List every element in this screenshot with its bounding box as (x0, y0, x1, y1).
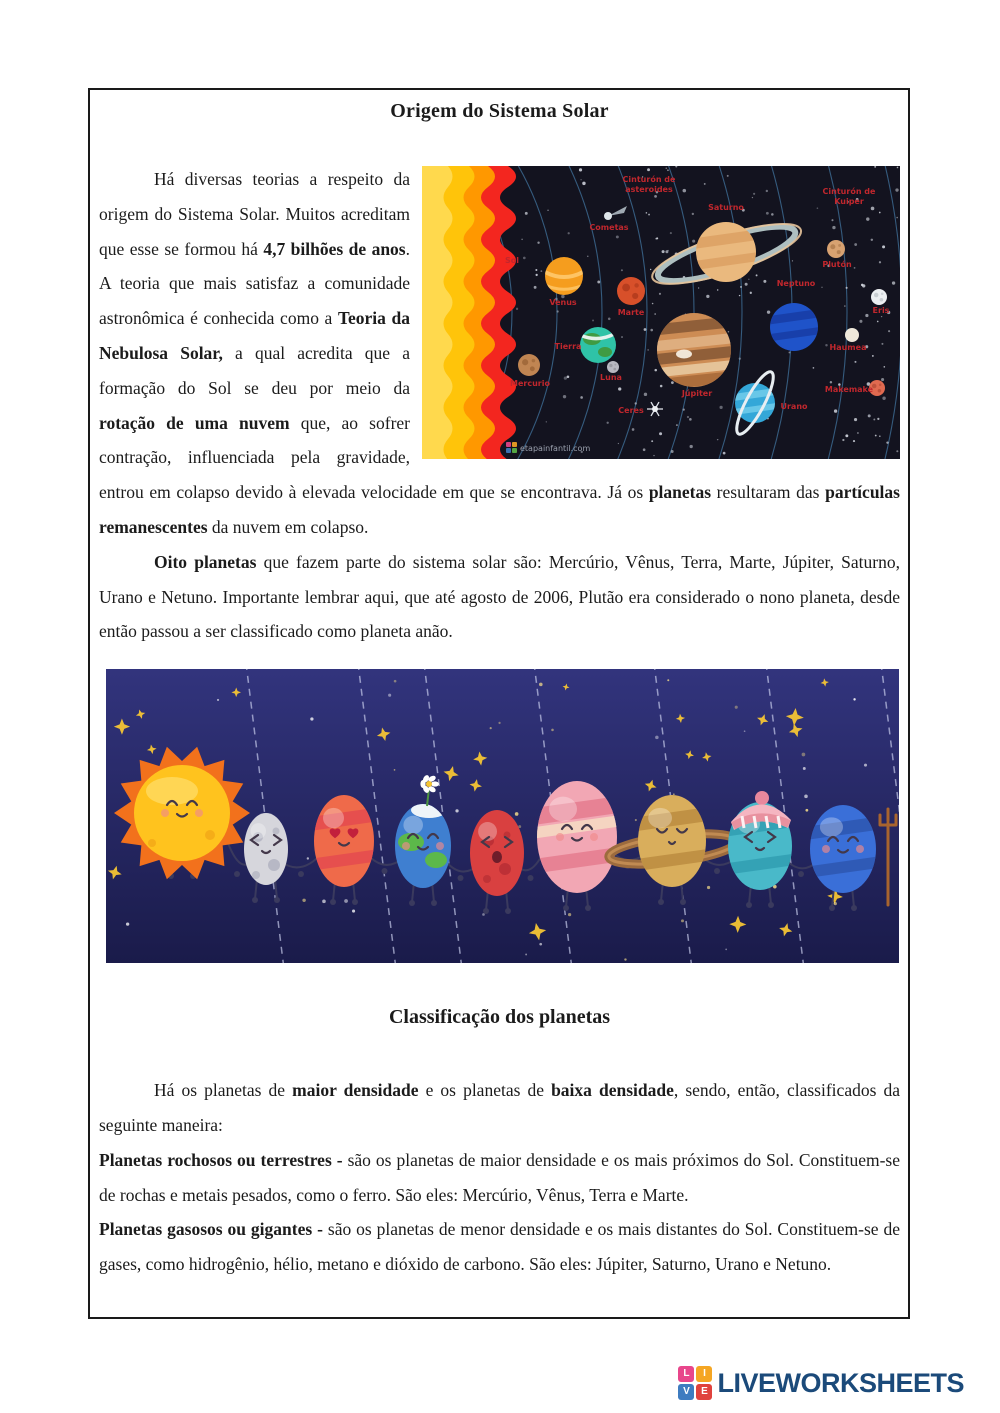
solar-system-illustration (422, 166, 900, 459)
svg-text:Cinturón de: Cinturón de (622, 175, 676, 184)
svg-text:Neptuno: Neptuno (776, 279, 816, 288)
list-item-gas-text: Planetas gasosos ou gigantes - são os planetas de menor densidade e os mais distantes do Sol. Constituem-se de gases, como hidrogênio, hélio, metano e dióxido de carbono. São eles: Júpiter, Saturno, Urano e Netuno. (99, 1219, 900, 1275)
svg-text:Kuiper: Kuiper (834, 197, 864, 206)
liveworksheets-logo[interactable] (678, 1366, 964, 1400)
svg-text:Urano: Urano (780, 402, 808, 411)
document-frame (88, 88, 910, 1319)
svg-text:Marte: Marte (617, 308, 645, 317)
svg-text:Plutón: Plutón (822, 260, 852, 269)
svg-text:Tierra: Tierra (554, 342, 582, 351)
section-heading-classification: Classificação dos planetas (388, 1006, 611, 1029)
paragraph-origin (99, 162, 900, 545)
svg-text:asteroides: asteroides (625, 185, 673, 194)
svg-text:Saturno: Saturno (708, 203, 744, 212)
paragraph-density (99, 1073, 900, 1143)
paragraph-density-text: Há os planetas de maior densidade e os planetas de baixa densidade, sendo, então, classificados da seguinte maneira: (99, 1080, 900, 1135)
svg-text:Venus: Venus (549, 298, 577, 307)
cartoon-planets-figure (106, 669, 899, 963)
svg-text:Mercurio: Mercurio (510, 379, 550, 388)
list-item-rocky-planets (99, 1143, 900, 1213)
svg-text:Luna: Luna (600, 373, 622, 382)
paragraph-origin-text: Há diversas teorias a respeito da origem do Sistema Solar. Muitos acreditam que esse se formou há 4,7 bilhões de anos. A teoria que mais satisfaz a comunidade astronômica é conhecida como a Teoria da Nebulosa Solar, a qual acredita que a formação do Sol se deu por meio da rotação de uma nuvem que, ao sofrer contração, influenciada pela gravidade, entrou em colapso devido à elevada velocidade em que se encontrava. Já os planetas resultaram das partículas remanescentes da nuvem em colapso. (99, 169, 900, 537)
logo-tile-l: L (678, 1366, 694, 1382)
svg-text:Makemake: Makemake (824, 385, 874, 394)
list-item-rocky-text: Planetas rochosos ou terrestres - são os planetas de maior densidade e os mais próximos do Sol. Constituem-se de rochas e metais pesados, como o ferro. São eles: Mercúrio, Vênus, Terra e Marte. (99, 1149, 900, 1205)
liveworksheets-grid-icon (678, 1366, 712, 1400)
paragraph-eight-planets (99, 545, 900, 649)
page-title: Origem do Sistema Solar (390, 100, 609, 122)
logo-tile-v: V (678, 1384, 694, 1400)
svg-text:Sol: Sol (505, 256, 519, 265)
solar-system-diagram (422, 166, 900, 459)
svg-text:Cometas: Cometas (589, 223, 629, 232)
svg-text:Cinturón de: Cinturón de (822, 187, 876, 196)
svg-text:etapainfantil.com: etapainfantil.com (520, 444, 591, 453)
svg-text:Ceres: Ceres (618, 406, 644, 415)
svg-text:Haumea: Haumea (829, 343, 867, 352)
logo-tile-i: I (696, 1366, 712, 1382)
svg-text:Júpiter: Júpiter (681, 389, 713, 398)
liveworksheets-wordmark: LIVEWORKSHEETS (717, 1367, 964, 1398)
planet-types-list (99, 1143, 900, 1282)
svg-text:Eris: Eris (872, 306, 890, 315)
logo-tile-e: E (696, 1384, 712, 1400)
cartoon-planets-illustration (106, 669, 899, 963)
list-item-gas-planets (99, 1212, 900, 1282)
paragraph-eight-planets-text: Oito planetas que fazem parte do sistema solar são: Mercúrio, Vênus, Terra, Marte, Júpiter, Saturno, Urano e Netuno. Importante lembrar aqui, que até agosto de 2006, Plutão era considerado o nono planeta, desde então passou a ser classificado como planeta anão. (99, 551, 900, 642)
